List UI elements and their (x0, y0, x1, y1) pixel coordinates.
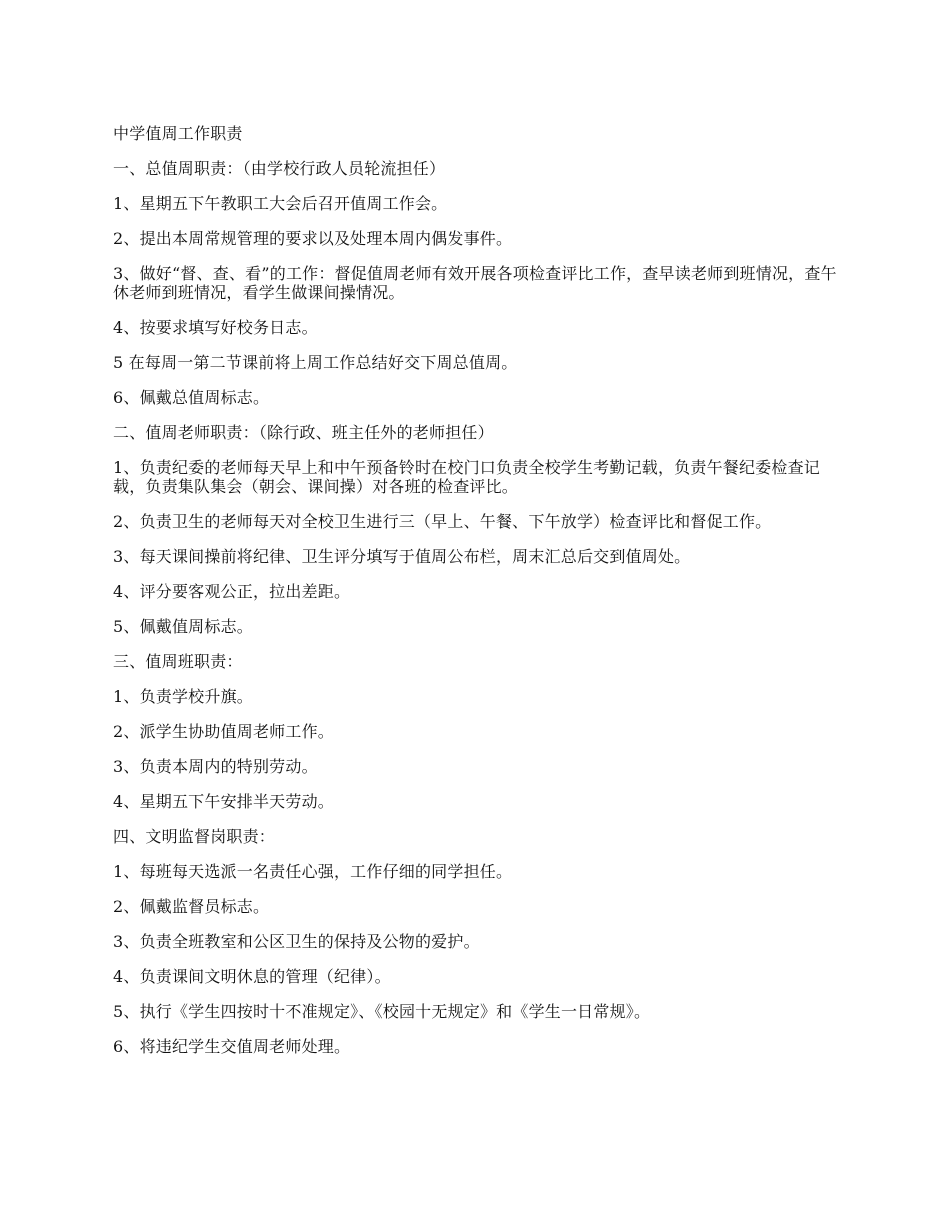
paragraph: 1、每班每天选派一名责任心强，工作仔细的同学担任。 (113, 862, 513, 881)
paragraph: 1、负责纪委的老师每天早上和中午预备铃时在校门口负责全校学生考勤记载，负责午餐纪委检查记载，负责集队集会（朝会、课间操）对各班的检查评比。 (113, 458, 820, 496)
paragraph: 2、提出本周常规管理的要求以及处理本周内偶发事件。 (113, 229, 513, 248)
paragraph: 3、负责本周内的特别劳动。 (113, 757, 318, 776)
paragraph: 3、做好“督、查、看”的工作：督促值周老师有效开展各项检查评比工作，查早读老师到班情况，查午休老师到班情况，看学生做课间操情况。 (113, 264, 837, 302)
paragraph: 4、评分要客观公正，拉出差距。 (113, 582, 351, 601)
paragraph: 4、按要求填写好校务日志。 (113, 318, 318, 337)
section-heading-4: 四、文明监督岗职责： (113, 827, 276, 846)
paragraph: 2、派学生协助值周老师工作。 (113, 722, 334, 741)
paragraph: 5、佩戴值周标志。 (113, 617, 253, 636)
paragraph: 4、星期五下午安排半天劳动。 (113, 792, 334, 811)
paragraph: 4、负责课间文明休息的管理（纪律）。 (113, 967, 391, 986)
section-heading-1: 一、总值周职责：（由学校行政人员轮流担任） (113, 159, 446, 178)
paragraph: 2、佩戴监督员标志。 (113, 897, 270, 916)
paragraph: 6、将违纪学生交值周老师处理。 (113, 1037, 351, 1056)
document-page (113, 124, 838, 1072)
document-title: 中学值周工作职责 (113, 124, 243, 143)
paragraph: 3、每天课间操前将纪律、卫生评分填写于值周公布栏，周末汇总后交到值周处。 (113, 547, 691, 566)
paragraph: 6、佩戴总值周标志。 (113, 388, 270, 407)
section-heading-3: 三、值周班职责： (113, 652, 243, 671)
paragraph: 3、负责全班教室和公区卫生的保持及公物的爱护。 (113, 932, 480, 951)
paragraph: 1、负责学校升旗。 (113, 687, 253, 706)
paragraph: 1、星期五下午教职工大会后召开值周工作会。 (113, 194, 448, 213)
paragraph: 5 在每周一第二节课前将上周工作总结好交下周总值周。 (113, 353, 518, 372)
paragraph: 2、负责卫生的老师每天对全校卫生进行三（早上、午餐、下午放学）检查评比和督促工作。 (113, 512, 772, 531)
section-heading-2: 二、值周老师职责：（除行政、班主任外的老师担任） (113, 423, 494, 442)
paragraph: 5、执行《学生四按时十不准规定》、《校园十无规定》和《学生一日常规》。 (113, 1002, 651, 1021)
